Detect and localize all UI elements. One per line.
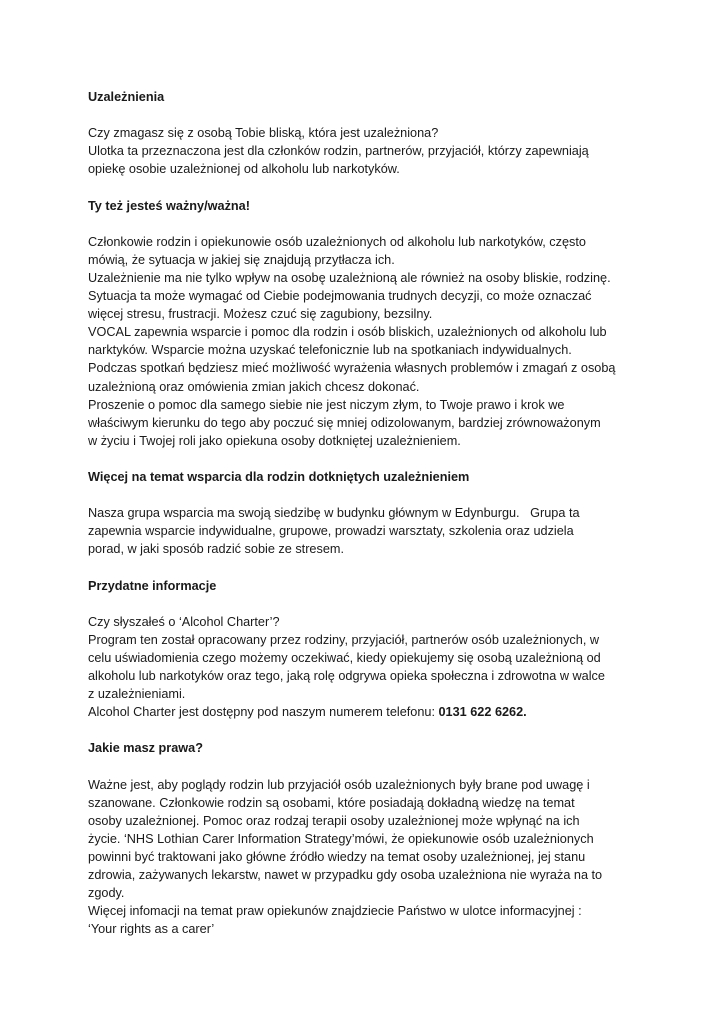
body-line: Nasza grupa wsparcia ma swoją siedzibę w budynku głównym w Edynburgu. Grupa ta — [88, 506, 580, 521]
body-line: porad, w jaki sposób radzić sobie ze stresem. — [88, 542, 344, 557]
intro-line: opiekę osobie uzależnionej od alkoholu lub narkotyków. — [88, 162, 400, 177]
phone-text: Alcohol Charter jest dostępny pod naszym numerem telefonu: — [88, 705, 439, 720]
body-line: narktyków. Wsparcie można uzyskać telefonicznie lub na spotkaniach indywidualnych. — [88, 343, 572, 358]
body-line: uzależnioną oraz omówienia zmian jakich chcesz dokonać. — [88, 379, 420, 394]
body-line: alkoholu lub narkotyków oraz tego, jaką rolę odgrywa opieka społeczna i zdrowotna w walce — [88, 669, 605, 683]
body-line: Więcej infomacji na temat praw opiekunów znajdziecie Państwo w ulotce informacyjnej : — [88, 904, 582, 919]
body-line: Proszenie o pomoc dla samego siebie nie jest niczym złym, to Twoje prawo i krok we — [88, 397, 565, 412]
section-heading-info: Przydatne informacje — [88, 578, 217, 593]
body-line: Program ten został opracowany przez rodziny, przyjaciół, partnerów osób uzależnionych, w — [88, 632, 600, 647]
body-line: Uzależnienie ma nie tylko wpływ na osobę uzależnioną ale również na osoby bliskie, rodzinę. — [88, 270, 611, 285]
body-line: z uzależnieniami. — [88, 687, 186, 702]
section-body-info — [88, 613, 648, 722]
section-heading-support: Więcej na temat wsparcia dla rodzin dotkniętych uzależnieniem — [88, 469, 470, 484]
spacer — [88, 215, 648, 233]
body-line: zdrowia, zażywanych lekarstw, nawet w przypadku gdy osoba uzależniona nie wyraża na to — [88, 868, 603, 883]
section-body-support — [88, 504, 648, 558]
body-line: właściwym kierunku do tego aby poczuć się mniej odizolowanym, bardziej zrównoważonym — [88, 415, 601, 430]
body-line: mówią, że sytuacja w jakiej się znajdują przytłacza ich. — [88, 252, 395, 267]
intro-line: Czy zmagasz się z osobą Tobie bliską, która jest uzależniona? — [88, 126, 439, 141]
body-line: Ważne jest, aby poglądy rodzin lub przyjaciół osób uzależnionych były brane pod uwagę i — [88, 777, 590, 792]
intro-line: Ulotka ta przeznaczona jest dla członków rodzin, partnerów, przyjaciół, którzy zapewniają — [88, 144, 589, 159]
spacer — [88, 106, 648, 124]
spacer — [88, 721, 648, 739]
spacer — [88, 450, 648, 468]
body-line: Podczas spotkań będziesz mieć możliwość wyrażenia własnych problemów i zmagań z osobą — [88, 361, 616, 376]
phone-line — [88, 703, 648, 721]
body-line: osoby uzależnionej. Pomoc oraz rodzaj terapii osoby uzależnionej może wpłynąć na ich — [88, 813, 580, 828]
body-line: Sytuacja ta może wymagać od Ciebie podejmowania trudnych decyzji, co może oznaczać — [88, 289, 592, 304]
spacer — [88, 558, 648, 576]
document-page — [88, 88, 648, 938]
spacer — [88, 757, 648, 775]
body-line: Członkowie rodzin i opiekunowie osób uzależnionych od alkoholu lub narkotyków, często — [88, 234, 586, 249]
body-line: Czy słyszałeś o ‘Alcohol Charter’? — [88, 614, 280, 629]
body-line: w życiu i Twojej roli jako opiekuna osoby dotkniętej uzależnieniem. — [88, 433, 461, 448]
intro-paragraph — [88, 124, 648, 178]
body-line: zgody. — [88, 886, 125, 901]
body-line: ‘Your rights as a carer’ — [88, 922, 215, 937]
phone-number: 0131 622 6262. — [438, 705, 527, 720]
body-line: życie. ‘NHS Lothian Carer Information Strategy’mówi, że opiekunowie osób uzależnionych — [88, 831, 594, 846]
section-body-important — [88, 233, 648, 450]
body-line: zapewnia wsparcie indywidualne, grupowe, prowadzi warsztaty, szkolenia oraz udziela — [88, 524, 574, 539]
body-line: celu uświadomienia czego możemy oczekiwać, kiedy opiekujemy się osobą uzależnioną od — [88, 650, 601, 665]
spacer — [88, 178, 648, 196]
section-heading-important: Ty też jesteś ważny/ważna! — [88, 198, 250, 213]
document-title: Uzależnienia — [88, 90, 165, 104]
spacer — [88, 486, 648, 504]
section-heading-rights: Jakie masz prawa? — [88, 741, 203, 756]
body-line: powinni być traktowani jako główne źródło wiedzy na temat osoby uzależnionej, jej stanu — [88, 849, 586, 864]
body-line: więcej stresu, frustracji. Możesz czuć się zagubiony, bezsilny. — [88, 307, 433, 322]
body-line: VOCAL zapewnia wsparcie i pomoc dla rodzin i osób bliskich, uzależnionych od alkoholu lub — [88, 325, 607, 340]
section-body-rights — [88, 776, 648, 939]
body-line: szanowane. Członkowie rodzin są osobami, które posiadają dokładną wiedzę na temat — [88, 795, 575, 810]
spacer — [88, 595, 648, 613]
